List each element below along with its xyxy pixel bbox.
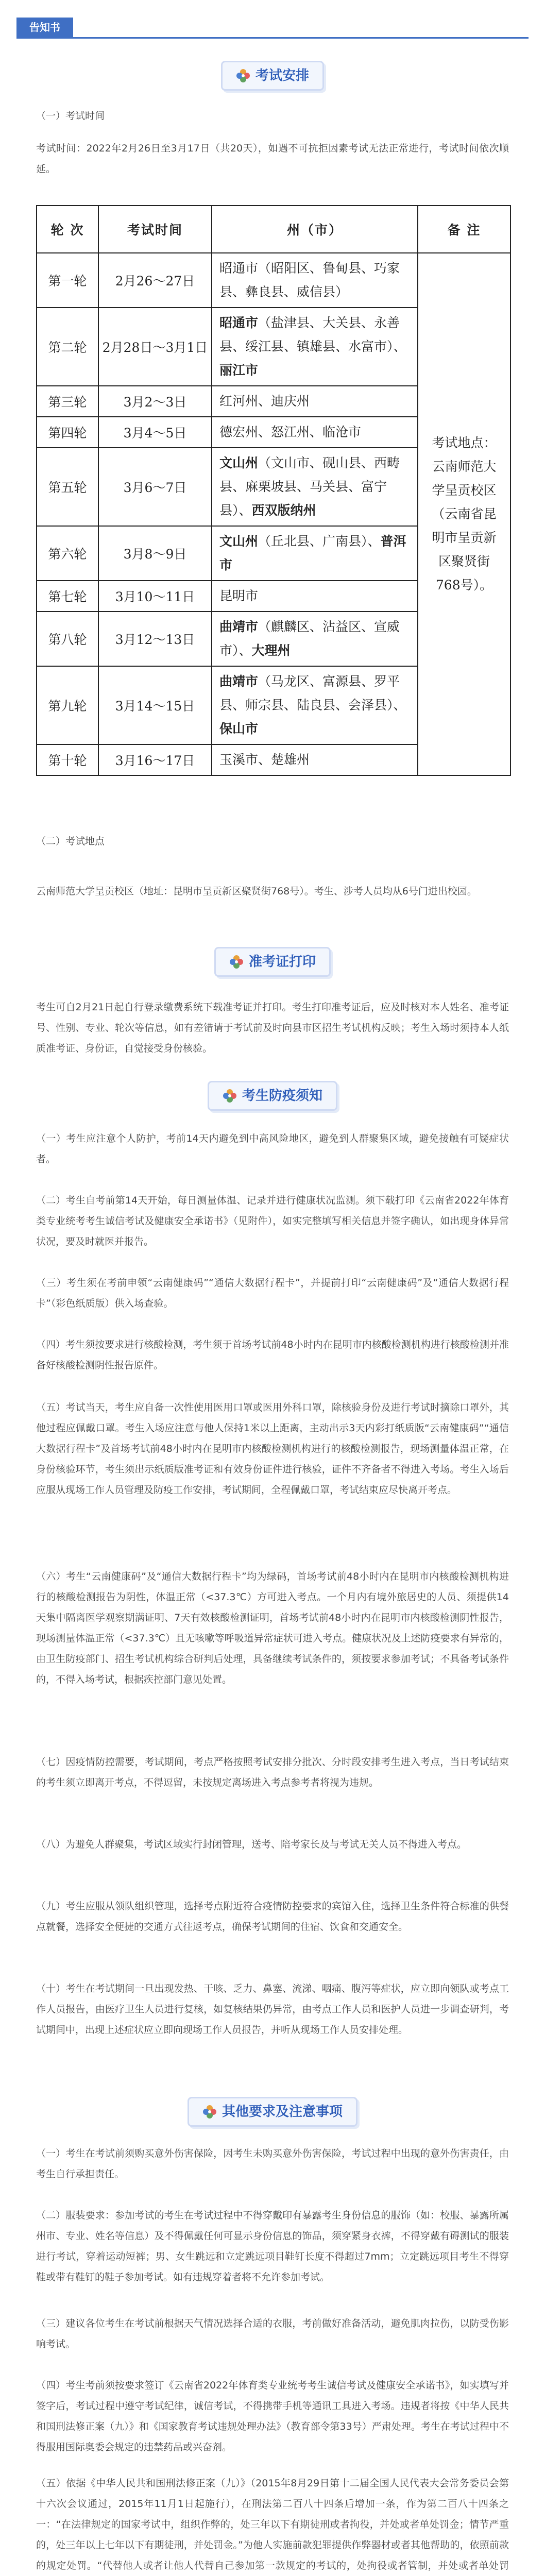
other-item-3: （三）建议各位考生在考试前根据天气情况选择合适的衣服，考前做好准备活动，避免肌肉拉伤，以防受伤影响考试。 xyxy=(36,2318,509,2350)
epidemic-item-2: （二）考生自考前第14天开始，每日测量体温、记录并进行健康状况监测。须下载打印《云南省2022年体育类专业统考考生诚信考试及健康安全承诺书》（见附件），如实完整填写相关信息并签字确认，如出现身体异常状况，要及时就医并报告。 xyxy=(36,1195,509,1247)
region-cell xyxy=(212,253,418,308)
round-cell: 第一轮 xyxy=(37,253,98,308)
region-city: 西双版纳州 xyxy=(251,503,316,518)
region-text: （盐津县、大关县、永善县、绥江县、镇雄县、水富市）、 xyxy=(219,315,406,354)
schedule-table xyxy=(36,205,511,776)
header-region: 州（市） xyxy=(212,206,418,253)
epidemic-item-9: （九）考生应服从领队组织管理，选择考点附近符合疫情防控要求的宾馆入住，选择卫生条件符合标准的供餐点就餐，选择安全便捷的交通方式往返考点，确保考试期间的住宿、饮食和交通安全。 xyxy=(36,1901,509,1933)
section-title: 考生防疫须知 xyxy=(242,1088,322,1104)
date-cell: 3月10～11日 xyxy=(98,581,212,612)
flower-icon xyxy=(202,2105,217,2119)
notice-divider xyxy=(16,37,529,39)
region-text: （马龙区、富源县、罗平县、师宗县、陆良县、会泽县）、 xyxy=(219,674,406,713)
region-cell xyxy=(212,744,418,775)
flower-icon xyxy=(229,955,244,969)
other-item-2: （二）服装要求：参加考试的考生在考试过程中不得穿戴印有暴露考生身份信息的服饰（如：校服、暴露所属州市、专业、姓名等信息）及不得佩戴任何可显示身份信息的饰品，须穿紧身衣裤，不得穿戴有碍测试的服装进行考试，穿着运动短裤；男、女生跳远和立定跳远项目鞋钉长度不得超过7mm；立定跳远项目考生不得穿鞋或带有鞋钉的鞋子参加考试。如有违规穿着者将不允许参加考试。 xyxy=(36,2210,509,2283)
region-cell xyxy=(212,308,418,386)
table-row xyxy=(37,253,510,308)
region-text: （文山市、砚山县、西畴县、麻栗坡县、马关县、富宁县）、 xyxy=(219,455,400,518)
region-text: （丘北县、广南县）、 xyxy=(258,534,381,549)
epidemic-item-6: （六）考生“云南健康码”及“通信大数据行程卡”均为绿码，首场考试前48小时内在昆明市内核酸检测机构进行的核酸检测报告为阴性，体温正常（<37.3℃）方可进入考点。一个月内有境外旅居史的人员、须提供14天集中隔离医学观察期满证明、7天有效核酸检测证明，首场考试前48小时内在昆明市内核酸检测阴性报告，现场测量体温正常（<37.3℃）且无咳嗽等呼吸道异常症状可进入考点。健康状况及上述防疫要求有异常的，由卫生防疫部门、招生考试机构综合研判后处理，具备继续考试条件的，须按要求参加考试；不具备考试条件的，不得入场考试，根据疾控部门意见处置。 xyxy=(36,1571,509,1685)
region-text: 昭通市（昭阳区、鲁甸县、巧家县、彝良县、威信县） xyxy=(219,261,400,299)
date-cell: 3月4～5日 xyxy=(98,417,212,448)
other-item-1: （一）考生在考试前须购买意外伤害保险，因考生未购买意外伤害保险，考试过程中出现的意外伤害责任，由考生自行承担责任。 xyxy=(36,2148,509,2180)
exam-place-heading: （二）考试地点 xyxy=(36,836,105,847)
other-item-5: （五）依据《中华人民共和国刑法修正案（九）》（2015年8月29日第十二届全国人民代表大会常务委员会第十六次会议通过，2015年11月1日起施行），在刑法第二百八十四条后增加一条，作为第二百八十四条之一：“在法律规定的国家考试中，组织作弊的，处三年以下有期徒刑或者拘役，并处或者单处罚金；情节严重的，处三年以上七年以下有期徒刑，并处罚金。”为他人实施前款犯罪提供作弊器材或者其他帮助的，依照前款的规定处罚。“代替他人或者让他人代替自己参加第一款规定的考试的，处拘役或者管制，并处或者单处罚 xyxy=(36,2478,509,2571)
section-title: 准考证打印 xyxy=(248,954,316,970)
region-cell xyxy=(212,417,418,448)
region-cell xyxy=(212,612,418,666)
date-cell: 3月2～3日 xyxy=(98,386,212,417)
date-cell: 3月14～15日 xyxy=(98,666,212,744)
round-cell: 第三轮 xyxy=(37,386,98,417)
table-header-row xyxy=(37,206,510,253)
round-cell: 第十轮 xyxy=(37,744,98,775)
section-heading-schedule xyxy=(0,61,545,91)
flower-icon xyxy=(236,69,250,83)
date-cell: 2月28日～3月1日 xyxy=(98,308,212,386)
round-cell: 第九轮 xyxy=(37,666,98,744)
region-text: 玉溪市、楚雄州 xyxy=(219,752,310,767)
region-cell xyxy=(212,448,418,526)
region-city: 曲靖市 xyxy=(219,619,259,634)
header-note: 备 注 xyxy=(418,206,510,253)
round-cell: 第二轮 xyxy=(37,308,98,386)
round-cell: 第八轮 xyxy=(37,612,98,666)
date-cell: 3月6～7日 xyxy=(98,448,212,526)
epidemic-item-10: （十）考生在考试期间一旦出现发热、干咳、乏力、鼻塞、流涕、咽痛、腹泻等症状，应立即向领队或考点工作人员报告，由医疗卫生人员进行复核，如复核结果仍异常，由考点工作人员和医护人员进一步调查研判，考试期间中，出现上述症状应立即向现场工作人员报告，并听从现场工作人员安排处理。 xyxy=(36,1983,509,2036)
region-city: 曲靖市 xyxy=(219,674,259,689)
section-title: 考试安排 xyxy=(255,68,309,83)
region-cell xyxy=(212,526,418,581)
notice-tab: 告知书 xyxy=(16,18,73,37)
date-cell: 3月12～13日 xyxy=(98,612,212,666)
region-cell xyxy=(212,386,418,417)
epidemic-item-8: （八）为避免人群聚集，考试区域实行封闭管理，送考、陪考家长及与考试无关人员不得进入考点。 xyxy=(36,1839,467,1850)
region-cell xyxy=(212,666,418,744)
region-city: 保山市 xyxy=(219,721,259,736)
note-cell: 考试地点：云南师范大学呈贡校区（云南省昆明市呈贡新区聚贤街768号）。 xyxy=(418,253,510,775)
section-heading-admission xyxy=(0,947,545,977)
epidemic-item-1: （一）考生应注意个人防护，考前14天内避免到中高风险地区，避免到人群聚集区域，避免接触有可疑症状者。 xyxy=(36,1133,509,1165)
header-date: 考试时间 xyxy=(98,206,212,253)
other-item-4: （四）考生考前须按要求签订《云南省2022年体育类专业统考考生诚信考试及健康安全承诺书》，如实填写并签字后，考试过程中遵守考试纪律，诚信考试，不得携带手机等通讯工具进入考场。违规者将按《中华人民共和国刑法修正案（九）》和《国家教育考试违规处理办法》（教育部令第33号）严肃处理。考生在考试过程中不得服用国际奥委会规定的违禁药品或兴奋剂。 xyxy=(36,2380,509,2453)
region-city: 丽江市 xyxy=(219,363,259,378)
epidemic-item-5: （五）考试当天，考生应自备一次性使用医用口罩或医用外科口罩，除核验身份及进行考试时摘除口罩外，其他过程应佩戴口罩。考生入场应注意与他人保持1米以上距离，主动出示3天内彩打纸质版“云南健康码”“通信大数据行程卡”及首场考试前48小时内在昆明市内核酸检测机构进行的核酸检测报告，现场测量体温正常，在身份核验环节，考生须出示纸质版准考证和有效身份证件进行核验，证件不齐备者不得进入考场。考生入场后应服从现场工作人员管理及防疫工作安排，考试期间，全程佩戴口罩，考试结束应尽快离开考点。 xyxy=(36,1402,509,1496)
region-cell xyxy=(212,581,418,612)
epidemic-item-4: （四）考生须按要求进行核酸检测，考生须于首场考试前48小时内在昆明市内核酸检测机构进行核酸检测并准备好核酸检测阴性报告原件。 xyxy=(36,1339,509,1371)
round-cell: 第五轮 xyxy=(37,448,98,526)
exam-time-heading: （一）考试时间 xyxy=(36,110,105,122)
region-city: 大理州 xyxy=(251,643,291,658)
epidemic-item-3: （三）考生须在考前申领“云南健康码”“通信大数据行程卡”，并提前打印“云南健康码”及“通信大数据行程卡”（彩色纸质版）供入场查验。 xyxy=(36,1277,509,1309)
region-text: （麒麟区、沾益区、宣威市）、 xyxy=(219,619,400,658)
section-title: 其他要求及注意事项 xyxy=(222,2104,343,2120)
flower-icon xyxy=(223,1089,237,1103)
region-text: 昆明市 xyxy=(219,588,259,603)
region-text: 红河州、迪庆州 xyxy=(219,394,310,409)
round-cell: 第六轮 xyxy=(37,526,98,581)
exam-place-text: 云南师范大学呈贡校区（地址：昆明市呈贡新区聚贤街768号）。考生、涉考人员均从6号门进出校园。 xyxy=(36,886,477,897)
region-text: 德宏州、怒江州、临沧市 xyxy=(219,425,362,439)
epidemic-item-7: （七）因疫情防控需要，考试期间，考点严格按照考试安排分批次、分时段安排考生进入考点，当日考试结束的考生须立即离开考点，不得逗留，未按规定离场进入考点参考者将视为违规。 xyxy=(36,1756,509,1788)
header-round: 轮 次 xyxy=(37,206,98,253)
region-city: 文山州 xyxy=(219,455,259,470)
section-heading-other xyxy=(0,2097,545,2127)
region-city: 文山州 xyxy=(219,534,259,549)
region-city: 昭通市 xyxy=(219,315,259,330)
exam-time-text: 考试时间：2022年2月26日至3月17日（共20天），如遇不可抗拒因素考试无法正常进行，考试时间依次顺延。 xyxy=(36,143,509,175)
date-cell: 2月26～27日 xyxy=(98,253,212,308)
admission-text: 考生可自2月21日起自行登录缴费系统下载准考证并打印。考生打印准考证后，应及时核对本人姓名、准考证号、性别、专业、轮次等信息，如有差错请于考试前及时向县市区招生考试机构反映；考生入场时须持本人纸质准考证、身份证，自觉接受身份核验。 xyxy=(36,1002,509,1054)
round-cell: 第七轮 xyxy=(37,581,98,612)
round-cell: 第四轮 xyxy=(37,417,98,448)
date-cell: 3月16～17日 xyxy=(98,744,212,775)
region-city: 普洱市 xyxy=(219,534,406,572)
section-heading-epidemic xyxy=(0,1081,545,1111)
date-cell: 3月8～9日 xyxy=(98,526,212,581)
